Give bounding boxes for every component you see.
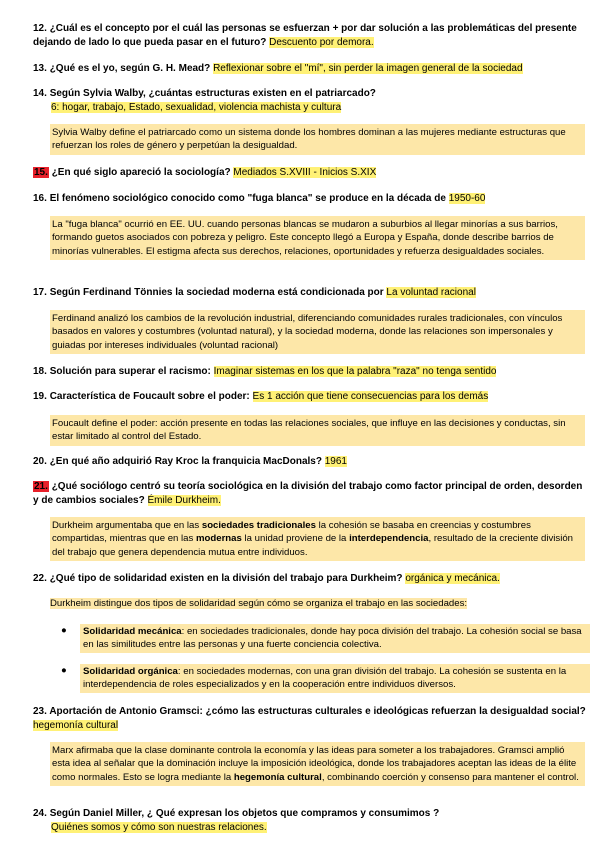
question-22 (33, 572, 588, 586)
explanation-bold: interdependencia (349, 533, 429, 545)
explanation-text: Foucault define el poder: acción presente en todas las relaciones sociales, que influye en las decisiones y conductas, sin estar limitado al control del Estado. (52, 418, 566, 443)
explanation-intro (50, 597, 590, 610)
explanation-bold: hegemonía cultural (233, 771, 322, 783)
question-number: 24. (33, 808, 47, 819)
answer-highlight: 6: hogar, trabajo, Estado, sexualidad, violencia machista y cultura (51, 102, 342, 113)
answer-highlight: Mediados S.XVIII - Inicios S.XIX (233, 167, 377, 178)
answer-line (33, 101, 588, 115)
answer-highlight: Émile Durkheim. (147, 495, 221, 506)
question-number: 14. (33, 88, 47, 99)
question-text: Según Sylvia Walby, ¿cuántas estructuras existen en el patriarcado? (49, 88, 376, 99)
question-number: 12. (33, 23, 47, 34)
question-text: Solución para superar el racismo: (49, 366, 211, 377)
question-number: 16. (33, 193, 47, 204)
question-19 (33, 390, 588, 404)
answer-highlight: orgánica y mecánica. (405, 573, 500, 584)
explanation-box (50, 742, 585, 786)
answer-line (33, 821, 588, 835)
question-15 (33, 166, 588, 180)
bullet-text (80, 624, 590, 653)
explanation-segment: la unidad proviene de la (241, 533, 350, 545)
answer-highlight: La voluntad racional (386, 287, 476, 298)
answer-highlight: 1950-60 (448, 193, 486, 204)
answer-highlight: Quiénes somos y cómo son nuestras relaciones. (51, 822, 267, 833)
question-text: Según Ferdinand Tönnies la sociedad moderna está condicionada por (49, 287, 384, 298)
question-24 (33, 807, 588, 835)
explanation-box (50, 124, 585, 155)
question-text: Aportación de Antonio Gramsci: ¿cómo las estructuras culturales e ideológicas refuerzan la desigualdad social? (49, 706, 586, 717)
bullet-body: : en sociedades tradicionales, donde hay poca división del trabajo. La cohesión social se basa en las similitudes entre las personas y una fuerte conciencia colectiva. (83, 626, 582, 651)
answer-highlight: hegemonía cultural (33, 720, 119, 731)
question-17 (33, 286, 588, 300)
question-text: ¿Qué tipo de solidaridad existen en la división del trabajo para Durkheim? (49, 573, 403, 584)
question-number: 20. (33, 456, 47, 467)
explanation-text (52, 519, 581, 559)
explanation-segment: , combinando coerción y consenso para mantener el control. (321, 771, 579, 783)
question-number: 17. (33, 287, 47, 298)
answer-highlight: 1961 (324, 456, 347, 467)
explanation-segment: Marx afirmaba que la clase dominante controla la economía y las ideas para someter a los trabajadores. Gramsci amplió esta idea al señalar que la dominación incluye la imposición ideológica, donde los trabajadores aceptan las ideas de la élite como normales. Esto se logra mediante la (52, 745, 577, 783)
question-number: 18. (33, 366, 47, 377)
answer-highlight: Descuento por demora. (269, 37, 374, 48)
question-number-flagged: 21. (34, 481, 48, 492)
question-13 (33, 62, 588, 76)
explanation-box (50, 216, 585, 260)
bullet-body: : en sociedades modernas, con una gran división del trabajo. La cohesión se sustenta en la interdependencia de roles especializados y en la cooperación entre individuos diversos. (83, 666, 567, 691)
bullet-title: Solidaridad mecánica (83, 626, 182, 637)
question-12 (33, 22, 588, 50)
explanation-bold: sociedades tradicionales (201, 520, 316, 531)
question-text: Característica de Foucault sobre el poder: (49, 391, 250, 402)
explanation-segment: , resultado de la creciente división del trabajo que genera dependencia mutua entre individuos. (52, 533, 574, 558)
question-number: 22. (33, 573, 47, 584)
bullet-icon: ● (61, 625, 67, 636)
question-text: Según Daniel Miller, ¿ Qué expresan los objetos que compramos y consumimos ? (49, 808, 440, 819)
question-text: ¿Qué es el yo, según G. H. Mead? (49, 63, 211, 74)
answer-highlight: Imaginar sistemas en los que la palabra "raza" no tenga sentido (213, 366, 497, 377)
explanation-segment: la cohesión se basaba en creencias y costumbres compartidas, mientras que en las (52, 520, 531, 545)
explanation-text: Durkheim distingue dos tipos de solidaridad según cómo se organiza el trabajo en las sociedades: (50, 598, 468, 609)
explanation-text: Sylvia Walby define el patriarcado como un sistema donde los hombres dominan a las mujeres mediante estructuras que refuerzan los roles de género y perpetúan la desigualdad. (52, 127, 566, 152)
question-text: ¿Cuál es el concepto por el cuál las personas se esfuerzan + por dar solución a las problemáticas del presente dejando de lado lo que pueda pasar en el futuro? (33, 23, 577, 48)
answer-highlight: Reflexionar sobre el "mí", sin perder la imagen general de la sociedad (213, 63, 523, 74)
explanation-text: Ferdinand analizó los cambios de la revolución industrial, diferenciando comunidades rurales tradicionales, con vínculos basados en valores y costumbres (voluntad natural), y la sociedad moderna, donde las relaciones son impersonales y guiadas por intereses individuales (voluntad racional) (52, 313, 563, 351)
question-text: ¿En qué siglo apareció la sociología? (51, 167, 231, 178)
question-number-flagged: 15. (34, 167, 48, 178)
bullet-icon: ● (61, 665, 67, 676)
question-text: ¿Qué sociólogo centró su teoría sociológica en la división del trabajo como factor principal de orden, desorden y de cambios sociales? (33, 481, 583, 506)
question-16 (33, 192, 588, 206)
explanation-text (52, 744, 581, 784)
bullet-item-mecanica (50, 624, 590, 653)
question-23 (33, 705, 588, 733)
question-number: 19. (33, 391, 47, 402)
question-14 (33, 87, 588, 115)
explanation-box (50, 310, 585, 354)
question-21 (33, 480, 588, 508)
question-text: ¿En qué año adquirió Ray Kroc la franquicia MacDonals? (49, 456, 322, 467)
question-20 (33, 455, 588, 469)
question-number: 23. (33, 706, 47, 717)
bullet-item-organica (50, 664, 590, 693)
explanation-box (50, 415, 585, 446)
question-18 (33, 365, 588, 379)
question-number: 13. (33, 63, 47, 74)
bullet-text (80, 664, 590, 693)
bullet-title: Solidaridad orgánica (83, 666, 178, 677)
question-text: El fenómeno sociológico conocido como "fuga blanca" se produce en la década de (49, 193, 446, 204)
answer-highlight: Es 1 acción que tiene consecuencias para los demás (252, 391, 489, 402)
explanation-text: La "fuga blanca" ocurrió en EE. UU. cuando personas blancas se mudaron a suburbios al llegar minorías a sus barrios, formando guetos asociados con pobreza y peligro. Este concepto llegó a Europa y España, donde describe barrios de minorías vulnerables. El estigma afecta sus derechos, relaciones, oportunidades y refuerza desigualdades sociales. (52, 219, 558, 257)
explanation-bold: modernas (195, 533, 242, 545)
explanation-segment: Durkheim argumentaba que en las (52, 520, 202, 531)
explanation-box (50, 517, 585, 561)
